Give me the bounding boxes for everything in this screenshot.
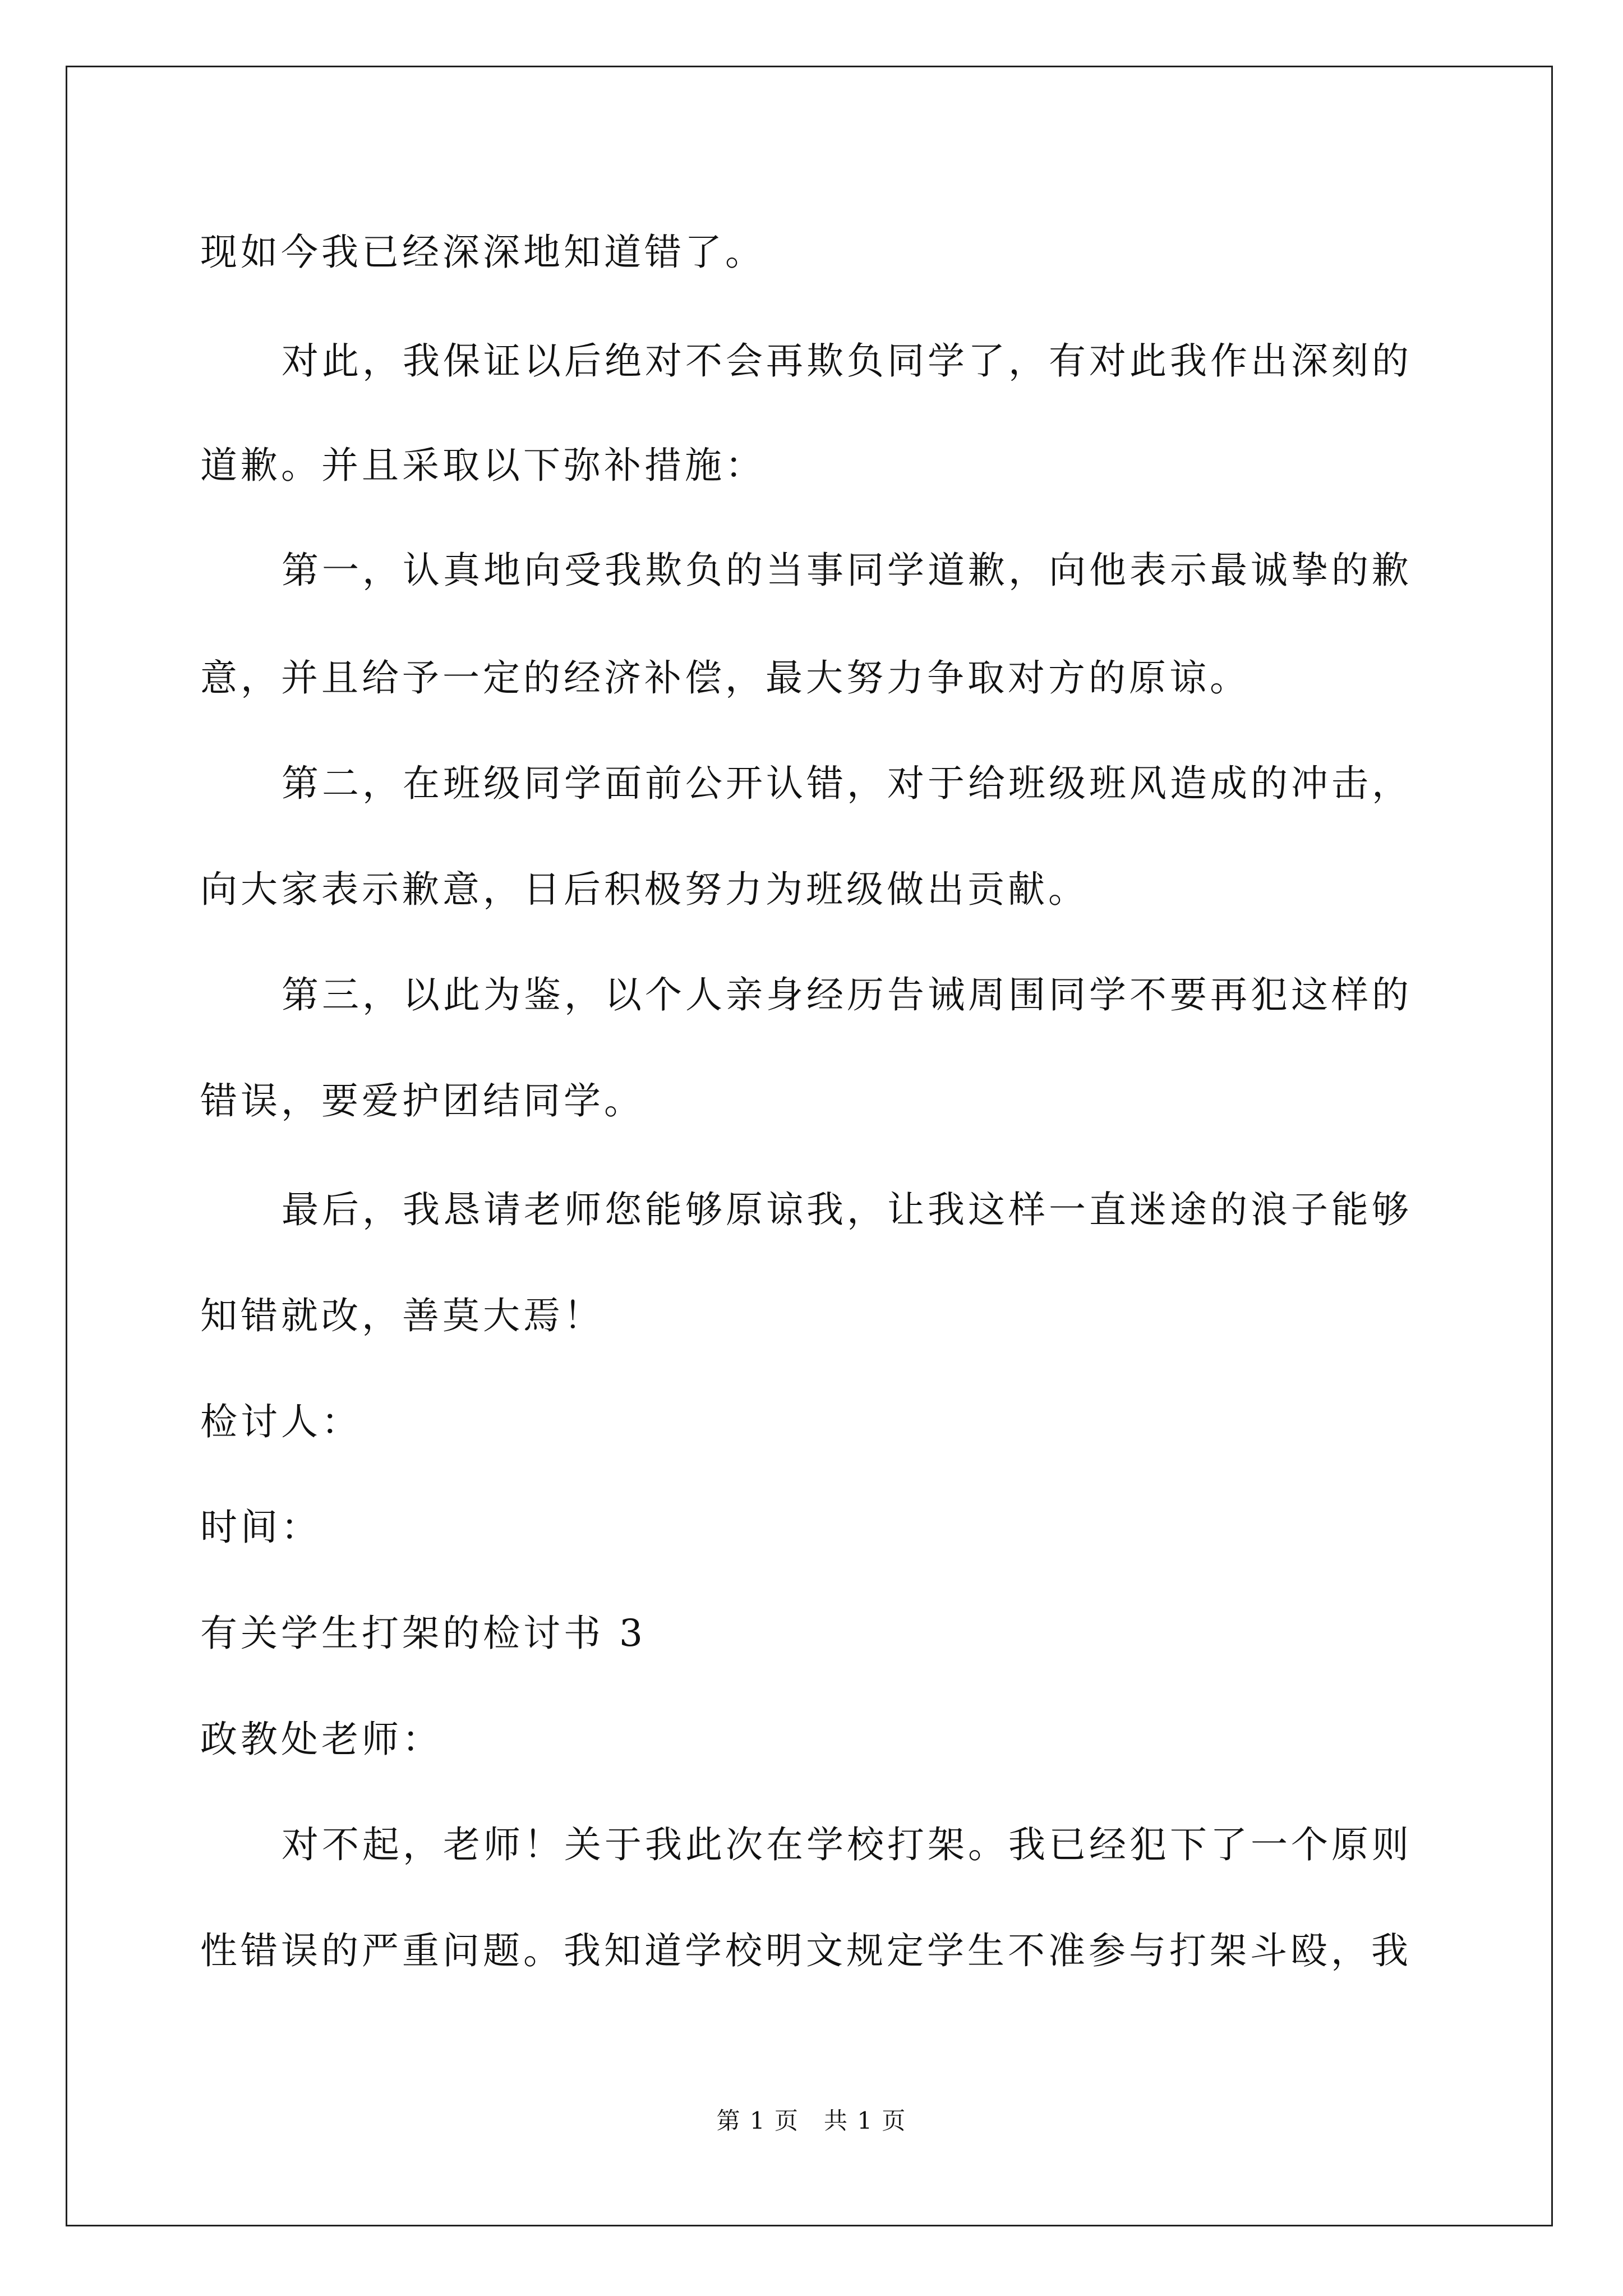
body-line: 对不起，老师！关于我此次在学校打架。我已经犯下了一个原则: [282, 1823, 1412, 1866]
body-line: 向大家表示歉意，日后积极努力为班级做出贡献。: [200, 868, 1089, 911]
body-line: 道歉。并且采取以下弥补措施：: [200, 444, 766, 487]
body-line: 最后，我恳请老师您能够原谅我，让我这样一直迷途的浪子能够: [282, 1188, 1412, 1231]
body-line: 知错就改，善莫大焉！: [200, 1294, 604, 1337]
body-line: 第一，认真地向受我欺负的当事同学道歉，向他表示最诚挚的歉: [282, 549, 1412, 592]
body-line: 第三，以此为鉴，以个人亲身经历告诫周围同学不要再犯这样的: [282, 973, 1412, 1016]
body-line: 性错误的严重问题。我知道学校明文规定学生不准参与打架斗殴，我: [200, 1929, 1412, 1972]
section-title: 有关学生打架的检讨书 3: [200, 1612, 646, 1655]
body-line: 意，并且给予一定的经济补偿，最大努力争取对方的原谅。: [200, 656, 1250, 700]
signer-label: 检讨人：: [200, 1400, 362, 1443]
salutation: 政教处老师：: [200, 1718, 442, 1761]
page-border: [66, 66, 1553, 2226]
date-label: 时间：: [200, 1506, 321, 1549]
body-line: 对此，我保证以后绝对不会再欺负同学了，有对此我作出深刻的: [282, 339, 1412, 383]
body-line: 错误，要爱护团结同学。: [200, 1079, 644, 1122]
body-line: 第二，在班级同学面前公开认错，对于给班级班风造成的冲击，: [282, 762, 1412, 805]
page-number: 第 1 页 共 1 页: [716, 2107, 907, 2134]
body-line: 现如今我已经深深地知道错了。: [200, 231, 766, 274]
